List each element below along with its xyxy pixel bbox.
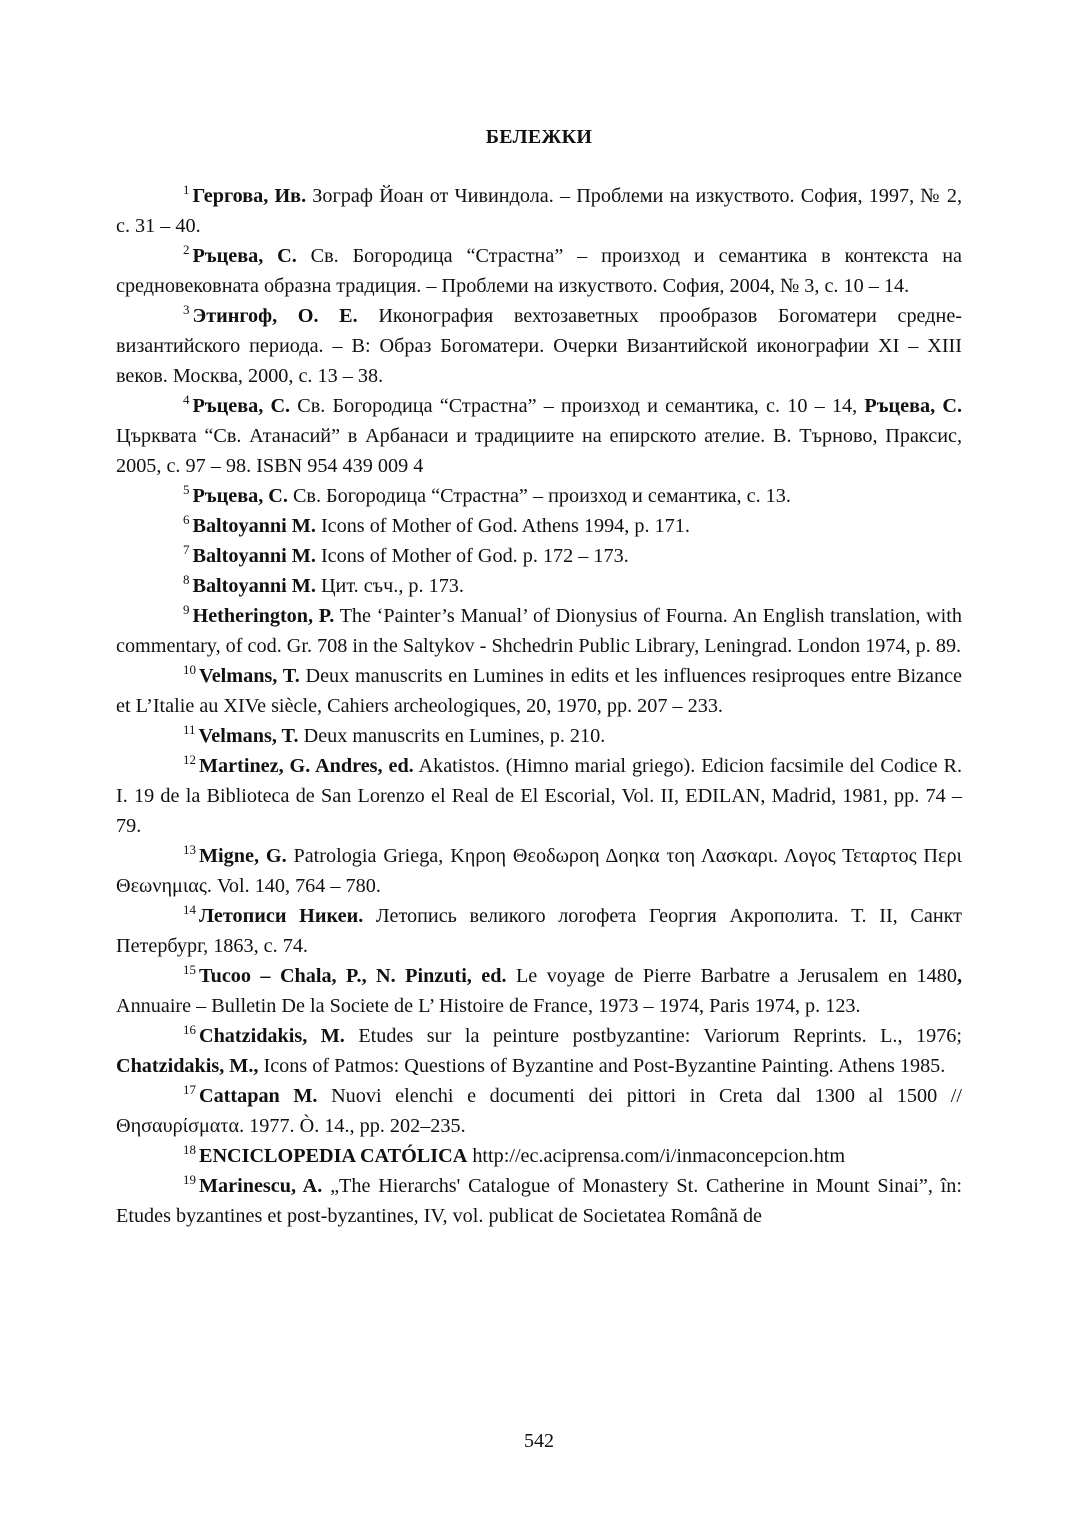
note-author: Гергова, Ив.	[192, 185, 307, 207]
note-12	[116, 751, 962, 841]
note-text: Deux manuscrits en Lumines in edits et les influences resiproques entre Bizance et L’Italie au XIVe siècle, Cahiers archeologiques, 20, 1970, pp. 207 – 233.	[116, 665, 962, 717]
note-7	[116, 541, 962, 571]
note-author: Martinez, G. Andres, ed.	[199, 755, 414, 777]
note-text: The ‘Painter’s Manual’ of Dionysius of Fourna. An English translation, with commentary, of cod. Gr. 708 in the Saltykov - Shchedrin Public Library, Leningrad. London 1974, p. 89.	[116, 605, 962, 657]
note-text: Св. Богородица “Страстна” – произход и семантика в контекста на средновековната образна традиция. – Проблеми на изкуството. София, 2004, № 3, с. 10 – 14.	[116, 245, 962, 297]
note-text-2: Annuaire – Bulletin De la Societe de L’ Histoire de France, 1973 – 1974, Paris 1974, p. 123.	[116, 995, 861, 1017]
note-text: Зограф Йоан от Чивиндола. – Проблеми на изкуството. София, 1997, № 2, с. 31 – 40.	[116, 185, 962, 237]
note-author: Baltoyanni M.	[192, 575, 316, 597]
note-number: 5	[183, 481, 190, 497]
note-6	[116, 511, 962, 541]
note-1	[116, 181, 962, 241]
note-4	[116, 391, 962, 481]
note-number: 1	[183, 181, 190, 197]
note-author: Marinescu, A.	[199, 1175, 323, 1197]
note-text: http://ec.aciprensa.com/i/inmaconcepcion.htm	[467, 1145, 846, 1167]
note-text: Icons of Mother of God. Athens 1994, p. 171.	[315, 515, 690, 537]
note-16	[116, 1021, 962, 1081]
note-number: 14	[183, 901, 196, 917]
note-15	[116, 961, 962, 1021]
note-author: Этингоф, О. Е.	[192, 305, 358, 327]
notes-list	[116, 181, 962, 1231]
note-text: Deux manuscrits en Lumines, p. 210.	[298, 725, 606, 747]
note-number: 12	[183, 751, 196, 767]
note-number: 2	[183, 241, 190, 257]
note-number: 9	[183, 601, 190, 617]
page-number: 542	[524, 1430, 554, 1452]
note-text: Le voyage de Pierre Barbatre a Jerusalem en 1480	[506, 965, 957, 987]
note-author-2: Chatzidakis, M.,	[116, 1055, 259, 1077]
note-author: Chatzidakis, M.	[199, 1025, 345, 1047]
note-text: Akatistos. (Himno marial griego). Edicion facsimile del Codice R. I. 19 de la Biblioteca de San Lorenzo el Real de El Escorial, Vol. II, EDILAN, Madrid, 1981, pp. 74 – 79.	[116, 755, 962, 837]
note-11	[116, 721, 962, 751]
note-author: Cattapan M.	[199, 1085, 318, 1107]
note-text: „The Hierarchs' Catalogue of Monastery St. Catherine in Mount Sinai”, în: Etudes byzantines et post-byzantines, IV, vol. publicat de Societatea Română de	[116, 1175, 962, 1227]
note-8	[116, 571, 962, 601]
note-number: 15	[183, 961, 196, 977]
note-text: Nuovi elenchi e documenti dei pittori in Creta dal 1300 al 1500 // Θησαυρίσματα. 1977. Ò. 14., pp. 202–235.	[116, 1085, 962, 1137]
note-text: Etudes sur la peinture postbyzantine: Variorum Reprints. L., 1976;	[344, 1025, 962, 1047]
note-number: 6	[183, 511, 190, 527]
note-19	[116, 1171, 962, 1231]
note-text: Patrologia Griega, Κηροη Θεοδωροη Δοηκα τοη Λασκαρι. Λογος Τεταρτος Περι Θεωνημιας. Vol. 140, 764 – 780.	[116, 845, 962, 897]
note-17	[116, 1081, 962, 1141]
note-14	[116, 901, 962, 961]
note-13	[116, 841, 962, 901]
note-number: 3	[183, 301, 190, 317]
note-2	[116, 241, 962, 301]
note-9	[116, 601, 962, 661]
note-number: 13	[183, 841, 196, 857]
note-number: 7	[183, 541, 190, 557]
note-3	[116, 301, 962, 391]
note-number: 10	[183, 661, 196, 677]
note-author: Tucoo – Chala, P., N. Pinzuti, ed.	[199, 965, 507, 987]
note-18	[116, 1141, 962, 1171]
note-10	[116, 661, 962, 721]
note-author-2: ,	[956, 965, 962, 987]
note-author: Velmans, T.	[199, 665, 300, 687]
note-number: 8	[183, 571, 190, 587]
note-text-2: Църквата “Св. Атанасий” в Арбанаси и традициите на епирското ателие. В. Търново, Праксис, 2005, с. 97 – 98. ISBN 954 439 009 4	[116, 425, 962, 477]
note-author: Migne, G.	[199, 845, 287, 867]
note-author: Hetherington, P.	[192, 605, 335, 627]
note-text: Иконография вехтозаветных прообразов Богоматери средне-византийского периода. – В: Образ Богоматери. Очерки Византийской иконографии XI – XIII веков. Москва, 2000, с. 13 – 38.	[116, 305, 962, 387]
note-author: ENCICLOPEDIA CATÓLICA	[199, 1145, 468, 1167]
note-number: 19	[183, 1171, 196, 1187]
note-text: Св. Богородица “Страстна” – произход и семантика, с. 10 – 14,	[290, 395, 858, 417]
note-author: Ръцева, С.	[192, 485, 288, 507]
note-author: Baltoyanni M.	[192, 515, 316, 537]
note-author: Ръцева, С.	[192, 245, 297, 267]
note-author: Ръцева, С.	[192, 395, 291, 417]
note-number: 18	[183, 1141, 196, 1157]
note-text-2: Icons of Patmos: Questions of Byzantine and Post-Byzantine Painting. Athens 1985.	[258, 1055, 946, 1077]
note-author: Baltoyanni M.	[192, 545, 316, 567]
note-number: 16	[183, 1021, 196, 1037]
note-text: Св. Богородица “Страстна” – произход и семантика, с. 13.	[287, 485, 791, 507]
note-author-2: Ръцева, С.	[864, 395, 962, 417]
note-number: 17	[183, 1081, 196, 1097]
page-title: БЕЛЕЖКИ	[485, 126, 593, 148]
note-text: Летопись великого логофета Георгия Акрополита. Т. II, Санкт Петербург, 1863, с. 74.	[116, 905, 962, 957]
note-text: Цит. съч., p. 173.	[315, 575, 464, 597]
note-number: 11	[183, 721, 196, 737]
note-5	[116, 481, 962, 511]
note-number: 4	[183, 391, 190, 407]
note-author: Летописи Никеи.	[199, 905, 364, 927]
note-author: Velmans, T.	[198, 725, 299, 747]
page	[116, 0, 962, 1536]
note-text: Icons of Mother of God. p. 172 – 173.	[315, 545, 629, 567]
